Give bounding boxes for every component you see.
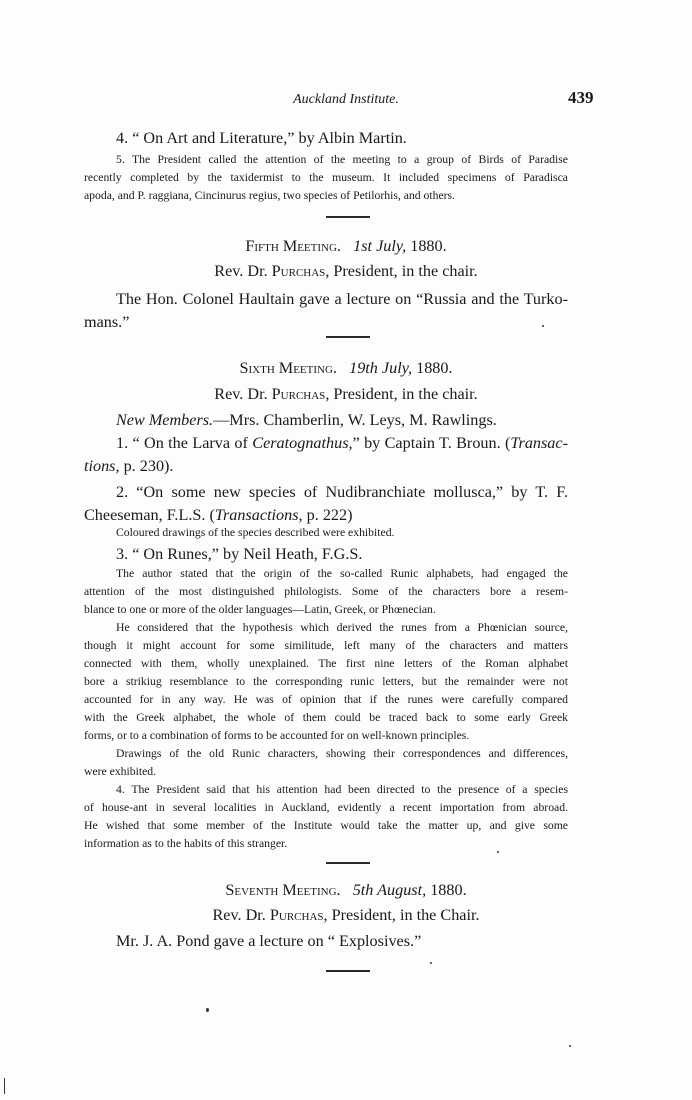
chair-prefix: Rev. Dr. [214, 262, 272, 280]
seventh-lecture: Mr. J. A. Pond gave a lecture on “ Explosives.” [116, 932, 422, 950]
paper-1-journal-end: tions, [84, 457, 120, 475]
page-number: 439 [568, 88, 594, 107]
running-title: Auckland Institute. [293, 92, 399, 107]
paper-2-page: p. 222) [302, 506, 353, 524]
paper-2-author: Cheeseman, F.L.S. ( [84, 506, 215, 524]
section-rule [326, 336, 370, 338]
ink-speck [497, 851, 499, 853]
chair-name: Purchas [271, 262, 326, 280]
ant-line: information as to the habits of this stranger. [84, 837, 288, 850]
runes-line: bore a strikiug resemblance to the corresponding runic letters, but the remainder were not [84, 675, 568, 688]
paper-2-line-2 [84, 506, 353, 525]
seventh-meeting-name: Seventh Meeting. [225, 881, 341, 899]
fifth-meeting-year: 1880. [410, 237, 447, 255]
chair-suffix: , President, in the chair. [325, 262, 478, 280]
seventh-meeting-date: 5th August, [352, 881, 427, 899]
page-edge-mark [4, 1078, 5, 1094]
paper-1-journal: Transac- [510, 434, 568, 452]
item-5-line-3: apoda, and P. raggiana, Cincinurus regius, two species of Petilorhis, and others. [84, 189, 456, 202]
paper-1-page: p. 230). [119, 457, 174, 475]
new-members-list: —Mrs. Chamberlin, W. Leys, M. Rawlings. [213, 411, 497, 429]
ant-line: 4. The President said that his attention had been directed to the presence of a species [116, 783, 568, 796]
paper-3-title: 3. “ On Runes,” by Neil Heath, F.G.S. [116, 545, 363, 563]
ink-speck [430, 962, 432, 964]
ant-line: of house-ant in several localities in Auckland, evidently a recent importation from abroad. [84, 801, 568, 814]
runes-line: connected with them, wholly unexplained. The first nine letters of the Roman alphabet [84, 657, 568, 670]
fifth-lecture-line-2: mans.” [84, 313, 130, 331]
runes-line: attention of the most distinguished philologists. Some of the characters bore a resem- [84, 585, 568, 598]
item-4-number: 4. [116, 129, 129, 147]
ink-speck [206, 1008, 209, 1012]
fifth-lecture-line-1: The Hon. Colonel Haultain gave a lecture on “Russia and the Turko- [116, 290, 568, 308]
runes-line: Drawings of the old Runic characters, showing their correspondences and differences, [116, 747, 568, 760]
new-members-label: New Members. [116, 411, 214, 429]
ant-line: He wished that some member of the Institute would take the matter up, and give some [84, 819, 568, 832]
chair-name: Purchas [269, 906, 324, 924]
runes-line: though it might account for some similitude, left many of the characters and matters [84, 639, 568, 652]
chair-suffix: , President, in the chair. [325, 385, 478, 403]
ink-speck [569, 1045, 571, 1047]
section-rule [326, 862, 370, 864]
sixth-meeting-date: 19th July, [349, 359, 413, 377]
item-4-text: “ On Art and Literature,” by Albin Martin. [132, 129, 407, 147]
new-members-line [116, 411, 497, 430]
chair-prefix: Rev. Dr. [212, 906, 270, 924]
fifth-meeting-name: Fifth Meeting. [245, 237, 341, 255]
fifth-meeting-date: 1st July, [353, 237, 407, 255]
chair-suffix: , President, in the Chair. [323, 906, 480, 924]
fifth-meeting-heading [0, 237, 692, 256]
paper-1-line-1 [116, 434, 568, 453]
runes-line: accounted for in any way. He was of opinion that if the runes were carefully compared [84, 693, 568, 706]
item-5-line-1: 5. The President called the attention of the meeting to a group of Birds of Paradise [116, 153, 568, 166]
section-rule [326, 970, 370, 972]
chair-name: Purchas [271, 385, 326, 403]
seventh-meeting-chair [0, 906, 692, 925]
paper-2-note: Coloured drawings of the species described were exhibited. [116, 526, 395, 539]
paper-1-intro: 1. “ On the Larva of [116, 434, 253, 452]
sixth-meeting-year: 1880. [416, 359, 453, 377]
paper-1-author: ” by Captain T. Broun. ( [352, 434, 511, 452]
runes-line: The author stated that the origin of the so-called Runic alphabets, had engaged the [116, 567, 568, 580]
seventh-meeting-year: 1880. [430, 881, 467, 899]
ink-speck [542, 325, 544, 327]
section-rule [326, 216, 370, 218]
paper-1-genus: Ceratognathus, [252, 434, 353, 452]
paper-2-journal: Transactions, [214, 506, 303, 524]
runes-line: blance to one or more of the older languages—Latin, Greek, or Phœnecian. [84, 603, 436, 616]
fifth-meeting-chair [0, 262, 692, 281]
sixth-meeting-heading [0, 359, 692, 378]
sixth-meeting-chair [0, 385, 692, 404]
runes-line: forms, or to a combination of forms to be accounted for on well-known principles. [84, 729, 470, 742]
item-4-line [116, 129, 407, 148]
seventh-meeting-heading [0, 881, 692, 900]
chair-prefix: Rev. Dr. [214, 385, 272, 403]
runes-line: were exhibited. [84, 765, 157, 778]
paper-1-line-2 [84, 457, 173, 476]
item-5-line-2: recently completed by the taxidermist to the museum. It included specimens of Paradisca [84, 171, 568, 184]
runes-line: with the Greek alphabet, the whole of them could be traced back to some early Greek [84, 711, 568, 724]
sixth-meeting-name: Sixth Meeting. [239, 359, 337, 377]
runes-line: He considered that the hypothesis which derived the runes from a Phœnician source, [116, 621, 568, 634]
paper-2-line-1: 2. “On some new species of Nudibranchiate mollusca,” by T. F. [116, 483, 568, 501]
